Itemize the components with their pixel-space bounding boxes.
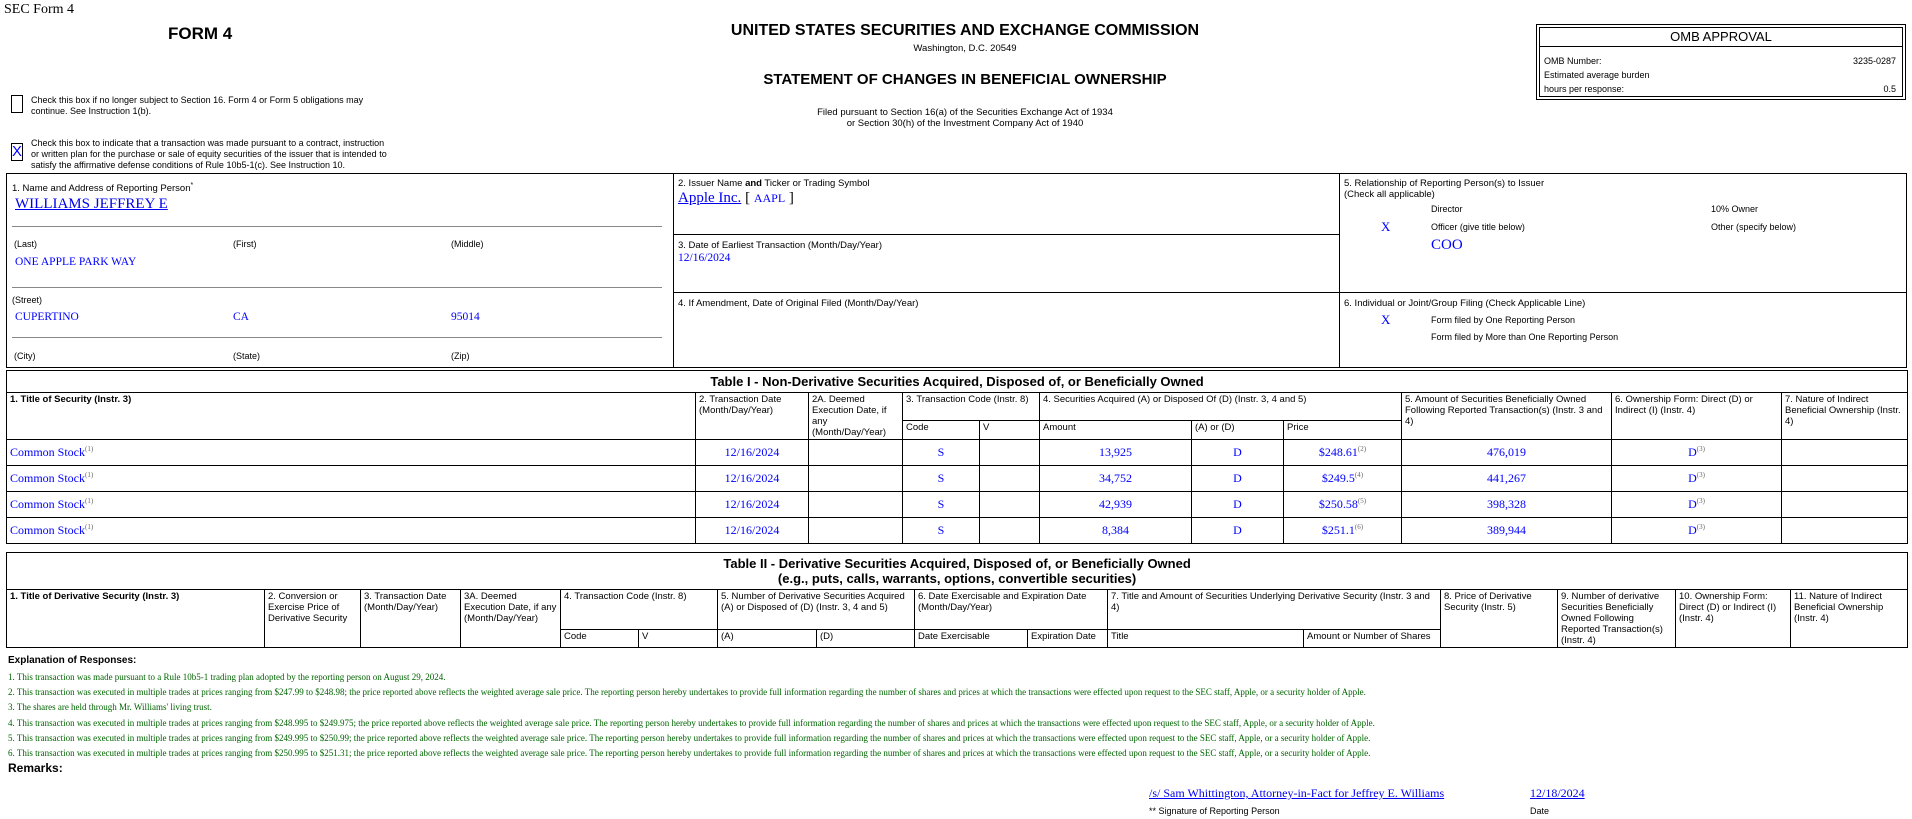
cell-date: 12/16/2024: [696, 440, 809, 466]
ownership-form-value: D: [1688, 523, 1697, 537]
ownership-form-value: D: [1688, 445, 1697, 459]
cell-date: 12/16/2024: [696, 492, 809, 518]
t2-sub-code: Code: [561, 630, 639, 648]
cell-nature: [1782, 518, 1908, 544]
reporting-person-label-mark: *: [190, 182, 194, 189]
zip-label: (Zip): [451, 351, 470, 361]
cell-nature: [1782, 440, 1908, 466]
section16-text-line-2: continue. See Instruction 1(b).: [31, 106, 152, 116]
one-person-check-mark: X: [1381, 312, 1391, 327]
section16-checkbox[interactable]: [11, 95, 23, 113]
zip-value: 95014: [451, 311, 480, 323]
t2-col-conversion: 2. Conversion or Exercise Price of Derivative Security: [265, 590, 361, 648]
cell-owned: 389,944: [1402, 518, 1612, 544]
t1-col-nature: 7. Nature of Indirect Beneficial Ownership (Instr. 4): [1782, 393, 1908, 440]
price-value: $251.1: [1321, 523, 1355, 537]
t2-sub-title: Title: [1108, 630, 1304, 648]
filed-pursuant-line-1: Filed pursuant to Section 16(a) of the Securities Exchange Act of 1934: [817, 107, 1113, 118]
cell-owned: 476,019: [1402, 440, 1612, 466]
cell-deemed: [809, 518, 903, 544]
cell-code: S: [903, 518, 980, 544]
t1-col-owned: 5. Amount of Securities Beneficially Owned Following Reported Transaction(s) (Instr. 3 and 4): [1402, 393, 1612, 440]
cell-security: [7, 466, 696, 492]
explanation-notes: [8, 670, 1375, 761]
table-row: [7, 518, 1908, 544]
t1-col-deemed: 2A. Deemed Execution Date, if any (Month/Day/Year): [809, 393, 903, 440]
date-label: Date: [1530, 806, 1550, 816]
cell-deemed: [809, 466, 903, 492]
footnote-ref: (1): [85, 445, 94, 453]
one-person-label: Form filed by One Reporting Person: [1431, 315, 1576, 325]
cell-aord: D: [1192, 518, 1284, 544]
price-value: $249.5: [1321, 471, 1355, 485]
relationship-label: [1344, 178, 1544, 200]
table-row: [7, 440, 1908, 466]
signature-date-link[interactable]: 12/18/2024: [1530, 786, 1585, 800]
amendment-label: 4. If Amendment, Date of Original Filed (Month/Day/Year): [678, 298, 919, 309]
cell-date: 12/16/2024: [696, 466, 809, 492]
last-name-label: (Last): [14, 239, 38, 249]
cell-security: [7, 440, 696, 466]
form-title: FORM 4: [168, 24, 233, 43]
issuer-name-link[interactable]: Apple Inc.: [678, 190, 742, 206]
t2-col-exercisable: 6. Date Exercisable and Expiration Date (Month/Day/Year): [915, 590, 1108, 630]
signature-link[interactable]: /s/ Sam Whittington, Attorney-in-Fact for Jeffrey E. Williams: [1149, 786, 1445, 800]
cell-owned: 398,328: [1402, 492, 1612, 518]
issuer-label-part2: Ticker or Trading Symbol: [761, 178, 870, 189]
t2-col-price: 8. Price of Derivative Security (Instr. 5): [1441, 590, 1558, 648]
cell-aord: D: [1192, 466, 1284, 492]
t2-col-underlying: 7. Title and Amount of Securities Underlying Derivative Security (Instr. 3 and 4): [1108, 590, 1441, 630]
price-value: $248.61: [1318, 445, 1358, 459]
ticker-bracket-open: [: [745, 190, 751, 206]
explanation-heading: Explanation of Responses:: [8, 655, 137, 666]
footnote-ref: (3): [1696, 497, 1705, 505]
t2-col-nature: 11. Nature of Indirect Beneficial Ownership (Instr. 4): [1791, 590, 1908, 648]
t2-sub-exercisable: Date Exercisable: [915, 630, 1028, 648]
officer-title: COO: [1431, 237, 1463, 253]
cell-security: [7, 492, 696, 518]
filing-label: 6. Individual or Joint/Group Filing (Check Applicable Line): [1344, 298, 1586, 309]
footnote-ref: (2): [1357, 445, 1367, 453]
reporting-person-label-text: 1. Name and Address of Reporting Person: [12, 183, 191, 195]
earliest-transaction-date: 12/16/2024: [678, 252, 731, 264]
rule10b5-text-line-2: or written plan for the purchase or sale of equity securities of the issuer that is intended to: [31, 149, 387, 159]
cell-v: [980, 518, 1040, 544]
cell-v: [980, 466, 1040, 492]
omb-burden-value: 0.5: [1883, 84, 1896, 94]
t2-col-number: 5. Number of Derivative Securities Acquired (A) or Disposed of (D) (Instr. 3, 4 and 5): [718, 590, 915, 630]
footnote-ref: (5): [1357, 497, 1367, 505]
sec-form-label: SEC Form 4: [4, 2, 75, 17]
t1-col-acquired: 4. Securities Acquired (A) or Disposed Of (D) (Instr. 3, 4 and 5): [1040, 393, 1402, 421]
section16-text-line-1: Check this box if no longer subject to Section 16. Form 4 or Form 5 obligations may: [31, 95, 364, 105]
ownership-form-value: D: [1688, 497, 1697, 511]
cell-aord: D: [1192, 492, 1284, 518]
filed-pursuant-line-2: or Section 30(h) of the Investment Company Act of 1940: [846, 118, 1084, 129]
cell-amount: 13,925: [1040, 440, 1192, 466]
cell-security: [7, 518, 696, 544]
t2-col-ownership-form: 10. Ownership Form: Direct (D) or Indirect (I) (Instr. 4): [1676, 590, 1791, 648]
city-value: CUPERTINO: [15, 311, 79, 323]
footnote-ref: (1): [85, 471, 94, 479]
ownership-form-value: D: [1688, 471, 1697, 485]
security-title: Common Stock: [10, 471, 86, 485]
cell-price: [1284, 492, 1402, 518]
cell-deemed: [809, 492, 903, 518]
explanation-note: 4. This transaction was executed in multiple trades at prices ranging from $248.995 to $249.975; the price reported above reflects the weighted average sale price. The reporting person hereby undertakes to provide full information regarding the number of shares and prices at which the transactions were effected upon request to the SEC staff, Apple, or a security holder of Apple.: [8, 717, 1375, 728]
table-2-derivative: [6, 552, 1908, 648]
t2-sub-d: (D): [817, 630, 915, 648]
footnote-ref: (1): [85, 497, 94, 505]
cell-deemed: [809, 440, 903, 466]
cell-amount: 34,752: [1040, 466, 1192, 492]
table-2-title-line-2: (e.g., puts, calls, warrants, options, convertible securities): [777, 571, 1137, 586]
rule10b5-text-line-1: Check this box to indicate that a transaction was made pursuant to a contract, instruction: [31, 138, 385, 148]
cell-ownership-form: [1612, 518, 1782, 544]
t1-col-code: 3. Transaction Code (Instr. 8): [903, 393, 1040, 421]
t1-sub-v: V: [980, 421, 1040, 440]
cell-ownership-form: [1612, 466, 1782, 492]
issuer-label-and: and: [745, 178, 762, 189]
table-2-title-line-1: Table II - Derivative Securities Acquired, Disposed of, or Beneficially Owned: [723, 556, 1191, 571]
multi-person-label: Form filed by More than One Reporting Person: [1431, 332, 1619, 342]
relationship-label-line-1: 5. Relationship of Reporting Person(s) to Issuer: [1344, 178, 1545, 189]
middle-name-label: (Middle): [451, 239, 484, 249]
cell-date: 12/16/2024: [696, 518, 809, 544]
table-1-title: Table I - Non-Derivative Securities Acquired, Disposed of, or Beneficially Owned: [7, 371, 1908, 393]
state-value: CA: [233, 311, 249, 323]
cell-price: [1284, 466, 1402, 492]
first-name-label: (First): [233, 239, 257, 249]
cell-nature: [1782, 466, 1908, 492]
footnote-ref: (3): [1696, 471, 1705, 479]
omb-burden-label-2: hours per response:: [1544, 84, 1625, 94]
t2-sub-v: V: [639, 630, 718, 648]
footnote-ref: (3): [1696, 445, 1705, 453]
t1-col-title: 1. Title of Security (Instr. 3): [7, 393, 696, 440]
section16-text: [31, 95, 363, 117]
omb-approval-box: [1536, 24, 1906, 100]
issuer-label-part1: 2. Issuer Name: [678, 178, 746, 189]
t2-col-owned: 9. Number of derivative Securities Beneficially Owned Following Reported Transaction(s) (Instr. 4): [1558, 590, 1676, 648]
other-label: Other (specify below): [1711, 222, 1797, 232]
t1-col-date: 2. Transaction Date (Month/Day/Year): [696, 393, 809, 440]
cell-aord: D: [1192, 440, 1284, 466]
transaction-date-label: 3. Date of Earliest Transaction (Month/Day/Year): [678, 240, 882, 251]
t2-col-date: 3. Transaction Date (Month/Day/Year): [361, 590, 461, 648]
t1-sub-aord: (A) or (D): [1192, 421, 1284, 440]
ticker-symbol: AAPL: [753, 191, 786, 205]
cell-code: S: [903, 440, 980, 466]
city-label: (City): [14, 351, 36, 361]
table-row: [7, 492, 1908, 518]
reporting-person-label: [12, 182, 193, 194]
table-row: [7, 466, 1908, 492]
t2-sub-expiration: Expiration Date: [1028, 630, 1108, 648]
omb-burden-label-1: Estimated average burden: [1544, 70, 1650, 80]
cell-amount: 8,384: [1040, 518, 1192, 544]
cell-code: S: [903, 466, 980, 492]
footnote-ref: (4): [1354, 471, 1364, 479]
t1-sub-code: Code: [903, 421, 980, 440]
t2-sub-a: (A): [718, 630, 817, 648]
cell-amount: 42,939: [1040, 492, 1192, 518]
explanation-note: 5. This transaction was executed in multiple trades at prices ranging from $249.995 to $250.99; the price reported above reflects the weighted average sale price. The reporting person hereby undertakes to provide full information regarding the number of shares and prices at which the transactions were effected upon request to the SEC staff, Apple, or a security holder of Apple.: [8, 732, 1371, 743]
t2-col-title: 1. Title of Derivative Security (Instr. 3): [7, 590, 265, 648]
reporting-person-name-link[interactable]: WILLIAMS JEFFREY E: [15, 196, 168, 212]
filer-info-box: [6, 173, 1907, 368]
state-label: (State): [233, 351, 261, 361]
footnote-ref: (1): [85, 523, 94, 531]
street-label: (Street): [12, 295, 43, 305]
security-title: Common Stock: [10, 445, 86, 459]
security-title: Common Stock: [10, 523, 86, 537]
agency-location: Washington, D.C. 20549: [913, 43, 1017, 54]
omb-title: OMB APPROVAL: [1540, 28, 1902, 47]
officer-check-mark: X: [1381, 219, 1391, 234]
footnote-ref: (3): [1696, 523, 1705, 531]
explanation-note: 1. This transaction was made pursuant to a Rule 10b5-1 trading plan adopted by the reporting person on August 29, 2024.: [8, 672, 446, 682]
cell-price: [1284, 518, 1402, 544]
cell-code: S: [903, 492, 980, 518]
price-value: $250.58: [1318, 497, 1358, 511]
cell-v: [980, 492, 1040, 518]
signature-label: ** Signature of Reporting Person: [1149, 806, 1280, 816]
omb-number-value: 3235-0287: [1852, 56, 1896, 66]
table-1-non-derivative: [6, 370, 1908, 544]
ticker-bracket-close: ]: [788, 190, 794, 206]
cell-price: [1284, 440, 1402, 466]
explanation-note: 6. This transaction was executed in multiple trades at prices ranging from $250.995 to $251.31; the price reported above reflects the weighted average sale price. The reporting person hereby undertakes to provide full information regarding the number of shares and prices at which the transactions were effected upon request to the SEC staff, Apple, or a security holder of Apple.: [8, 748, 1371, 759]
rule10b5-text-line-3: satisfy the affirmative defense conditions of Rule 10b5-1(c). See Instruction 10.: [31, 160, 346, 170]
ten-percent-owner-label: 10% Owner: [1711, 204, 1759, 214]
t1-sub-price: Price: [1284, 421, 1402, 440]
officer-label: Officer (give title below): [1431, 222, 1525, 232]
explanation-note: 2. This transaction was executed in multiple trades at prices ranging from $247.99 to $248.98; the price reported above reflects the weighted average sale price. The reporting person hereby undertakes to provide full information regarding the number of shares and prices at which the transactions were effected upon request to the SEC staff, Apple, or a security holder of Apple.: [8, 687, 1366, 698]
footnote-ref: (6): [1354, 523, 1364, 531]
t2-col-code: 4. Transaction Code (Instr. 8): [561, 590, 718, 630]
relationship-label-line-2: (Check all applicable): [1344, 189, 1435, 200]
rule10b5-checkbox[interactable]: X: [12, 143, 23, 160]
t1-sub-amount: Amount: [1040, 421, 1192, 440]
rule10b5-text: [31, 138, 387, 171]
director-label: Director: [1431, 204, 1463, 214]
omb-number-label: OMB Number:: [1544, 56, 1602, 66]
table-2-title: [7, 553, 1908, 590]
issuer-label: [678, 178, 870, 189]
agency-title: UNITED STATES SECURITIES AND EXCHANGE COMMISSION: [730, 22, 1200, 39]
cell-v: [980, 440, 1040, 466]
statement-title: STATEMENT OF CHANGES IN BENEFICIAL OWNERSHIP: [763, 71, 1167, 88]
remarks-label: Remarks:: [8, 761, 63, 775]
t2-sub-amount: Amount or Number of Shares: [1304, 630, 1441, 648]
street-value: ONE APPLE PARK WAY: [15, 256, 137, 268]
t2-col-deemed: 3A. Deemed Execution Date, if any (Month/Day/Year): [461, 590, 561, 648]
security-title: Common Stock: [10, 497, 86, 511]
cell-ownership-form: [1612, 440, 1782, 466]
explanation-note: 3. The shares are held through Mr. Williams' living trust.: [8, 702, 212, 713]
t1-col-ownership-form: 6. Ownership Form: Direct (D) or Indirect (I) (Instr. 4): [1612, 393, 1782, 440]
cell-ownership-form: [1612, 492, 1782, 518]
cell-owned: 441,267: [1402, 466, 1612, 492]
cell-nature: [1782, 492, 1908, 518]
issuer-name-row: [678, 190, 794, 207]
